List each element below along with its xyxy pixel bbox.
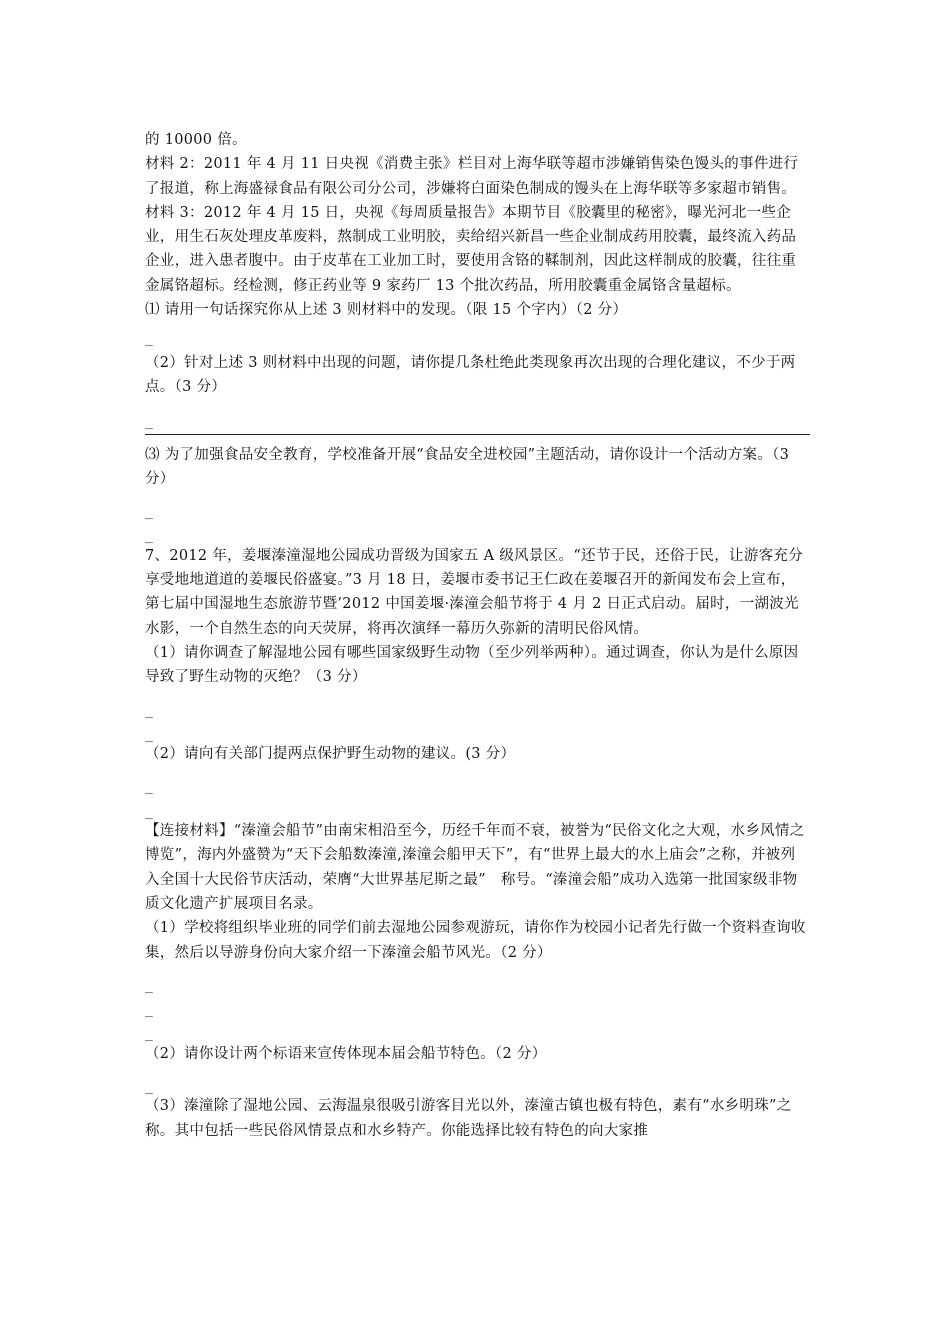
link-question-1: （1）学校将组织毕业班的同学们前去湿地公园参观游玩，请你作为校园小记者先行做一个资料查询收集，然后以导游身份向大家介绍一下溱潼会船节风光。（2 分）: [145, 920, 806, 961]
answer-blank[interactable]: _: [145, 332, 154, 348]
answer-blank[interactable]: _: [145, 505, 154, 521]
answer-blank[interactable]: _: [145, 978, 154, 994]
material-2-paragraph: 材料 2：2011 年 4 月 11 日央视《消费主张》栏目对上海华联等超市涉嫌销售染色馒头的事件进行了报道，称上海盛禄食品有限公司分公司，涉嫌将白面染色制成的馒头在上海华联等多家超市销售。: [145, 156, 799, 197]
answer-blank[interactable]: _: [145, 529, 154, 545]
question-7-2: （2）请向有关部门提两点保护野生动物的建议。(3 分）: [145, 746, 516, 763]
answer-blank[interactable]: _: [145, 1027, 154, 1043]
answer-blank[interactable]: _: [145, 1003, 154, 1019]
answer-blank[interactable]: _: [145, 1079, 154, 1095]
text-line: 的 10000 倍。: [145, 132, 247, 148]
question-1: ⑴ 请用一句话探究你从上述 3 则材料中的发现。（限 15 个字内）（2 分）: [145, 302, 628, 319]
link-question-2: （2）请你设计两个标语来宣传体现本届会船节特色。（2 分）: [145, 1045, 547, 1062]
answer-blank[interactable]: _: [145, 727, 154, 743]
answer-blank[interactable]: _: [145, 804, 154, 820]
material-3-paragraph: 材料 3：2012 年 4 月 15 日，央视《每周质量报告》本期节目《胶囊里的秘密》，曝光河北一些企业，用生石灰处理皮革废料，熬制成工业明胶，卖给绍兴新昌一些企业制成药用胶囊，最终流入药品企业，进入患者腹中。由于皮革在工业加工时，要使用含铬的鞣制剂，因此这样制成的胶囊，往往重金属铬超标。经检测，修正药业等 9 家药厂 13 个批次药品，所用胶囊重金属铬含量超标。: [145, 204, 797, 294]
link-question-3: （3）溱潼除了湿地公园、云海温泉很吸引游客目光以外，溱潼古镇也极有特色，素有“水乡明珠”之称。其中包括一些民俗风情景点和水乡特产。你能选择比较有特色的向大家推: [145, 1098, 792, 1139]
answer-blank[interactable]: _: [145, 780, 154, 796]
question-7-paragraph: 7、2012 年，姜堰溱潼湿地公园成功晋级为国家五 A 级风景区。“还节于民，还俗于民，让游客充分享受地地道道的姜堰民俗盛宴。”3 月 18 日，姜堰市委书记王仁政在姜堰召开的新闻发布会上宣布，第七届中国湿地生态旅游节暨’2012 中国姜堰·溱潼会船节将于 4 月 2 日正式启动。届时，一湖波光水影，一个自然生态的向天荧屏，将再次演绎一幕历久弥新的清明民俗风情。: [145, 547, 804, 637]
document-body: [145, 128, 810, 1143]
question-7-1: （1）请你调查了解湿地公园有哪些国家级野生动物（至少列举两种）。通过调查，你认为是什么原因导致了野生动物的灭绝？（3 分）: [145, 644, 799, 686]
question-2: （2）针对上述 3 则材料中出现的问题，请你提几条杜绝此类现象再次出现的合理化建议，不少于两点。（3 分）: [145, 354, 796, 395]
question-3: ⑶ 为了加强食品安全教育，学校准备开展“食品安全进校园”主题活动，请你设计一个活动方案。（3 分）: [145, 446, 790, 487]
link-material-paragraph: 【连接材料】“溱潼会船节”由南宋相沿至今，历经千年而不衰，被誉为“民俗文化之大观，水乡风情之博览”，海内外盛赞为“天下会船数溱潼,溱潼会船甲天下”，有“世界上最大的水上庙会”之称，并被列入全国十大民俗节庆活动，荣膺“大世界基尼斯之最” 称号。“溱潼会船”成功入选第一批国家级非物质文化遗产扩展项目名录。: [145, 823, 805, 912]
answer-blank[interactable]: _: [145, 415, 154, 431]
answer-blank[interactable]: _: [145, 703, 154, 719]
